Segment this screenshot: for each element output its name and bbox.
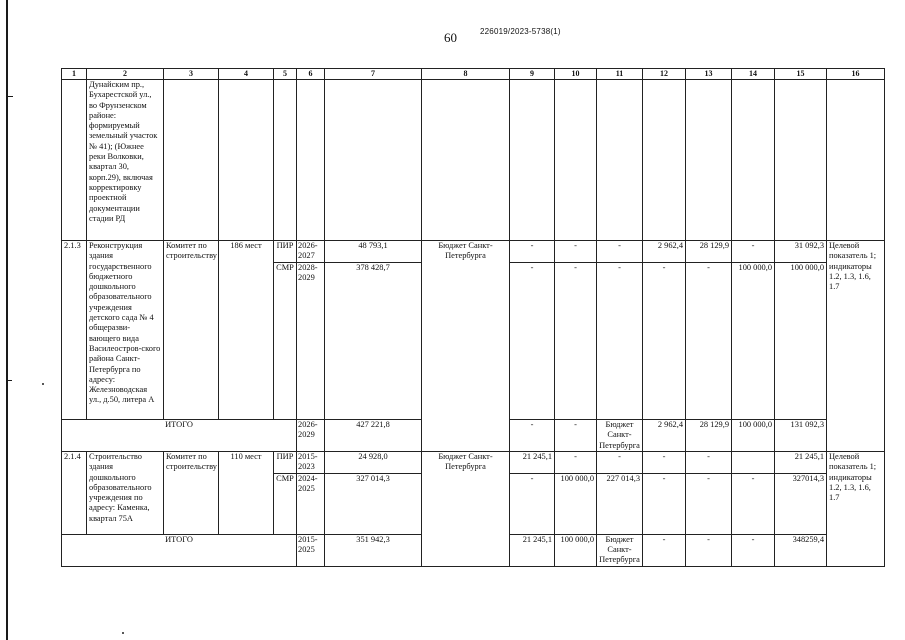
goal-indicator: Целевой показатель 1; индикаторы 1.2, 1.3, 1.6, 1.7	[827, 241, 885, 452]
activity-capacity: 110 мест	[219, 452, 274, 535]
cell-c12: -	[643, 534, 686, 566]
column-number: 7	[325, 69, 422, 80]
cell-c10: 100 000,0	[555, 473, 597, 534]
stage-type: СМР	[274, 263, 297, 420]
cell-c12: -	[643, 473, 686, 534]
cell-c10: 100 000,0	[555, 534, 597, 566]
activity-executor: Комитет по строительству	[164, 241, 219, 420]
funding-source: Бюджет Санкт-Петербурга	[422, 241, 510, 452]
stage-period: 2024-2025	[297, 473, 325, 534]
stage-type: СМР	[274, 473, 297, 534]
column-number: 11	[597, 69, 643, 80]
cell-c9: 21 245,1	[510, 534, 555, 566]
cell-c10: -	[555, 420, 597, 452]
activity-executor: Комитет по строительству	[164, 452, 219, 535]
cell-c14: 100 000,0	[732, 420, 775, 452]
column-number: 13	[686, 69, 732, 80]
cell-c15: 100 000,0	[775, 263, 827, 420]
cell-c9: -	[510, 263, 555, 420]
cell-c10: -	[555, 241, 597, 263]
scan-speck	[42, 383, 44, 385]
cell-c14: -	[732, 241, 775, 263]
total-sum: 351 942,3	[325, 534, 422, 566]
cell-c11: 227 014,3	[597, 473, 643, 534]
activity-name: Строительство здания дошкольного образовательного учреждения по адресу: Каменка, квартал 75А	[87, 452, 164, 535]
stage-total: 24 928,0	[325, 452, 422, 474]
column-number: 3	[164, 69, 219, 80]
cell-c13: 28 129,9	[686, 241, 732, 263]
cell-c13: -	[686, 263, 732, 420]
cell-c12: 2 962,4	[643, 241, 686, 263]
cell-c9: -	[510, 473, 555, 534]
cell-c14: -	[732, 473, 775, 534]
activity-name-continued: Дунайским пр., Бухарестской ул., во Фрунзенском районе: формируемый земельный участок № 41); (Южнее реки Волковки, квартал 30, корп.29), включая корректировку проектной документации стадии РД	[87, 80, 164, 241]
cell-c14: 100 000,0	[732, 263, 775, 420]
total-label: ИТОГО	[62, 420, 297, 452]
column-number: 12	[643, 69, 686, 80]
cell-c13: -	[686, 452, 732, 474]
activity-number: 2.1.3	[62, 241, 87, 420]
stage-period: 2015-2023	[297, 452, 325, 474]
cell-c9: 21 245,1	[510, 452, 555, 474]
total-period: 2026-2029	[297, 420, 325, 452]
cell-c15: 327014,3	[775, 473, 827, 534]
goal-indicator: Целевой показатель 1; индикаторы 1.2, 1.3, 1.6, 1.7	[827, 452, 885, 567]
activity-name: Реконструкция здания государственного бюджетного дошкольного образовательного учреждения детского сада № 4 общеразви-вающего вида Василеостров-ского района Санкт-Петербурга по адресу: Железноводская ул., д.50, литера А	[87, 241, 164, 420]
cell-c12: -	[643, 263, 686, 420]
total-label: ИТОГО	[62, 534, 297, 566]
column-number: 10	[555, 69, 597, 80]
cell-c10: -	[555, 263, 597, 420]
cell-c15: 131 092,3	[775, 420, 827, 452]
stage-period: 2026-2027	[297, 241, 325, 263]
column-number: 2	[87, 69, 164, 80]
column-number: 15	[775, 69, 827, 80]
activity-capacity: 186 мест	[219, 241, 274, 420]
table-row	[62, 452, 885, 474]
column-number: 8	[422, 69, 510, 80]
column-number: 14	[732, 69, 775, 80]
cell-c12: -	[643, 452, 686, 474]
stage-type: ПИР	[274, 241, 297, 263]
scan-speck	[122, 632, 124, 634]
cell-c13: -	[686, 473, 732, 534]
cell-c15: 21 245,1	[775, 452, 827, 474]
margin-tick	[8, 380, 12, 381]
cell-c15: 31 092,3	[775, 241, 827, 263]
cell-c11: -	[597, 263, 643, 420]
table-row	[62, 241, 885, 263]
cell-c11: Бюджет Санкт-Петербурга	[597, 420, 643, 452]
activity-number: 2.1.4	[62, 452, 87, 535]
column-number: 5	[274, 69, 297, 80]
stage-period: 2028-2029	[297, 263, 325, 420]
cell-c12: 2 962,4	[643, 420, 686, 452]
column-number: 6	[297, 69, 325, 80]
funding-source: Бюджет Санкт-Петербурга	[422, 452, 510, 567]
cell-c10: -	[555, 452, 597, 474]
cell-c15: 348259,4	[775, 534, 827, 566]
cell-c9: -	[510, 420, 555, 452]
page-number: 60	[444, 30, 457, 45]
column-number: 4	[219, 69, 274, 80]
column-number: 9	[510, 69, 555, 80]
cell-c11: -	[597, 452, 643, 474]
stage-total: 48 793,1	[325, 241, 422, 263]
document-registration-code: 226019/2023-5738(1)	[480, 27, 561, 36]
cell-c14: -	[732, 534, 775, 566]
cell-c14	[732, 452, 775, 474]
column-number: 16	[827, 69, 885, 80]
table-row-carryover	[62, 80, 885, 241]
column-number-row	[62, 69, 885, 80]
stage-total: 327 014,3	[325, 473, 422, 534]
cell-c11: -	[597, 241, 643, 263]
cell-c11: Бюджет Санкт-Петербурга	[597, 534, 643, 566]
program-activities-table	[61, 68, 885, 567]
margin-tick	[8, 96, 13, 97]
cell-c13: 28 129,9	[686, 420, 732, 452]
total-period: 2015-2025	[297, 534, 325, 566]
total-sum: 427 221,8	[325, 420, 422, 452]
cell-c9: -	[510, 241, 555, 263]
stage-total: 378 428,7	[325, 263, 422, 420]
column-number: 1	[62, 69, 87, 80]
stage-type: ПИР	[274, 452, 297, 474]
cell-c13: -	[686, 534, 732, 566]
